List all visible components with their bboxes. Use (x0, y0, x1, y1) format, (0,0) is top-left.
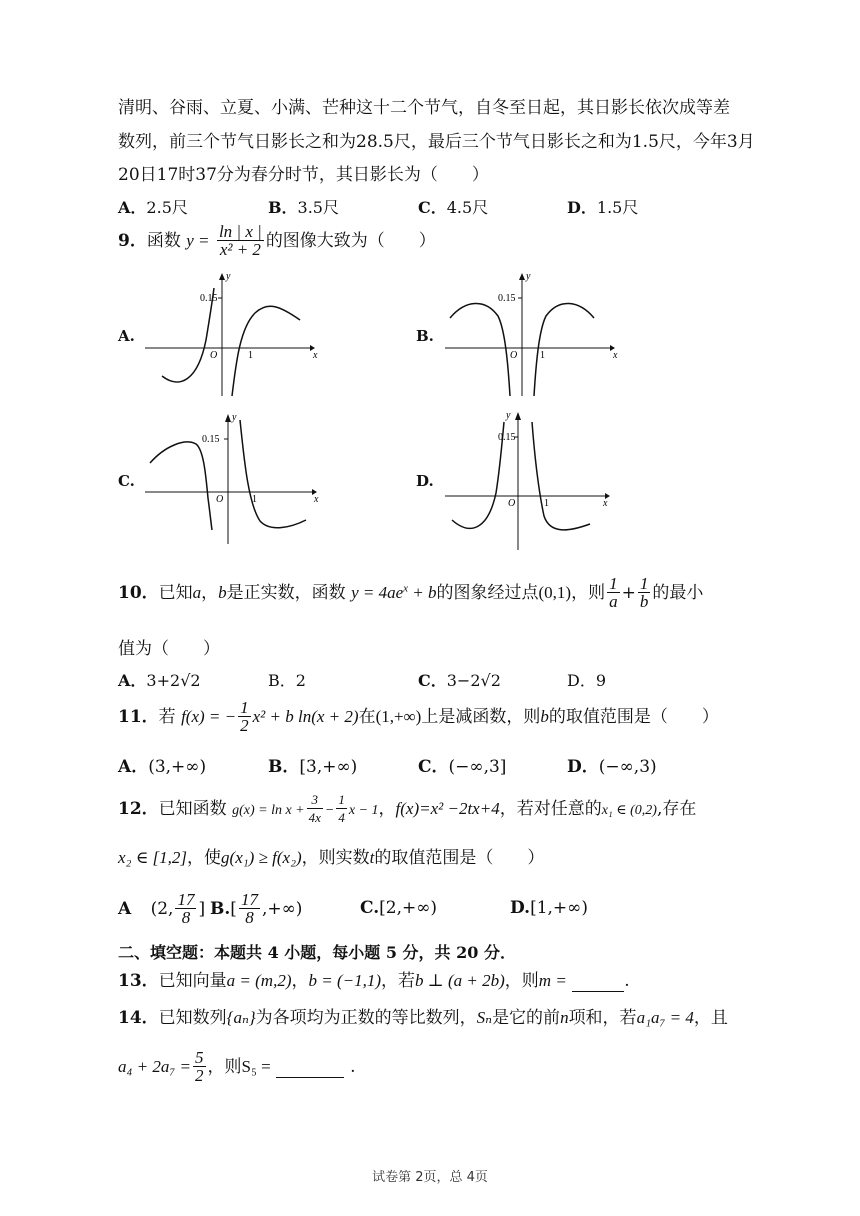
q11-option-a: A．(3,+∞) (118, 757, 207, 777)
x-axis-label: x (314, 494, 319, 505)
q9-graph-b (440, 268, 625, 398)
q14-answer-blank[interactable] (276, 1057, 344, 1078)
q10-option-b: B．2 (268, 671, 306, 690)
q9-stem: 9．函数 y = $\frac{\ln | x |}{\text{x² + 2}}$ 的图像大致为（ ） (118, 222, 436, 259)
q12-option-c: C.[2,+∞) (360, 898, 438, 918)
q13-stem: 13．已知向量a = (m,2)，b = (−1,1)，若b ⊥ (a + 2b)，则m = . (118, 971, 630, 991)
q9-graph-b-label: B. (416, 327, 434, 345)
q10-option-d: D．9 (567, 671, 607, 690)
q11-option-b: B．[3,+∞) (268, 757, 358, 777)
q8-line3: 20日17时37分为春分时节，其日影长为（ ） (118, 165, 489, 185)
origin-label: O (210, 350, 218, 361)
q12-line2: x₂ ∈ [1,2]，使g(x₁) ≥ f(x₂)，则实数t的取值范围是（ ） (118, 848, 545, 868)
q8-line1: 清明、谷雨、立夏、小满、芒种这十二个节气，自冬至日起，其日影长依次成等差 (118, 98, 730, 118)
page-footer: 试卷第 2页，总 4页 (372, 1170, 488, 1185)
y-axis-label: y (506, 410, 511, 421)
x-axis-label: x (313, 350, 318, 361)
origin-label: O (216, 494, 224, 505)
q9-graph-c (140, 408, 325, 548)
q14-stem: 14．已知数列{aₙ}为各项均为正数的等比数列，Sₙ是它的前n项和，若a₁a₇ = 4，且 (118, 1008, 728, 1028)
q9-graph-d (440, 408, 625, 553)
y-tick-label: 0.15 (498, 293, 516, 304)
q11-option-d: D．(−∞,3) (567, 757, 657, 777)
q12-option-a: A (2, $\frac{17}{8}$ ] (118, 890, 206, 927)
q12-option-b: B.[ $\frac{17}{8}$ ,+∞) (210, 890, 303, 927)
q13-answer-blank[interactable] (572, 971, 624, 992)
q11-stem: 11．若 f(x) = − $\frac{1}{2}$ x² + b ln(x + 2)在(1,+∞)上是减函数，则b的取值范围是（ ） (118, 698, 719, 735)
curve-left (150, 442, 212, 530)
q11-option-c: C．(−∞,3] (418, 757, 507, 777)
q8-option-a: A．2.5尺 (118, 198, 188, 217)
x-axis-label: x (613, 350, 618, 361)
curve-left (452, 422, 504, 528)
x-tick-label: 1 (540, 350, 545, 361)
q9-graph-a (140, 268, 325, 398)
q12-stem: 12．已知函数 g(x) = ln x + $\frac{3}{4x}$ − $\frac{1}{4}$ x − 1，f(x)=x² −2tx+4，若对任意的x₁ ∈ (0,2),存在 (118, 792, 697, 825)
q10-option-a: A．3+2√2 (118, 671, 201, 690)
q9-graph-c-label: C. (118, 472, 135, 490)
x-tick-label: 1 (544, 498, 549, 509)
curve-right (232, 306, 300, 396)
q8-line2: 数列，前三个节气日影长之和为28.5尺，最后三个节气日影长之和为1.5尺，今年3月 (118, 132, 755, 152)
q10-line2: 值为（ ） (118, 639, 220, 659)
x-axis-label: x (603, 498, 608, 509)
y-tick-label: 0.15 (202, 434, 220, 445)
section-2-heading: 二、填空题：本题共 4 小题，每小题 5 分，共 20 分． (118, 943, 516, 962)
x-tick-label: 1 (252, 494, 257, 505)
q9-graph-a-label: A. (118, 327, 135, 345)
q12-option-d: D.[1,+∞) (510, 898, 588, 918)
y-axis-label: y (232, 412, 237, 423)
y-axis-label: y (226, 271, 231, 282)
x-tick-label: 1 (248, 350, 253, 361)
y-tick-label: 0.15 (200, 293, 218, 304)
q10-option-c: C．3−2√2 (418, 671, 501, 690)
curve-right (532, 422, 590, 530)
origin-label: O (508, 498, 516, 509)
y-tick-label: 0.15 (498, 432, 516, 443)
q9-fraction: $\frac{\ln | x |}{\text{x² + 2}}$ (218, 222, 262, 259)
q8-option-d: D．1.5尺 (567, 198, 639, 217)
q14-line2: a₄ + 2a₇ = $\frac{5}{2}$ ，则S₅ = . (118, 1048, 356, 1085)
curve-left (450, 303, 510, 396)
q8-option-c: C．4.5尺 (418, 198, 489, 217)
q10-stem: 10．已知a，b是正实数，函数 $y = 4ae^x + b$的图象经过点(0,1)，则 $\frac{1}{a}$ + $\frac{1}{b}$ 的最小 (118, 574, 704, 611)
q8-option-b: B．3.5尺 (268, 198, 339, 217)
curve-right (240, 420, 306, 528)
q9-graph-d-label: D. (416, 472, 434, 490)
y-axis-label: y (526, 271, 531, 282)
origin-label: O (510, 350, 518, 361)
